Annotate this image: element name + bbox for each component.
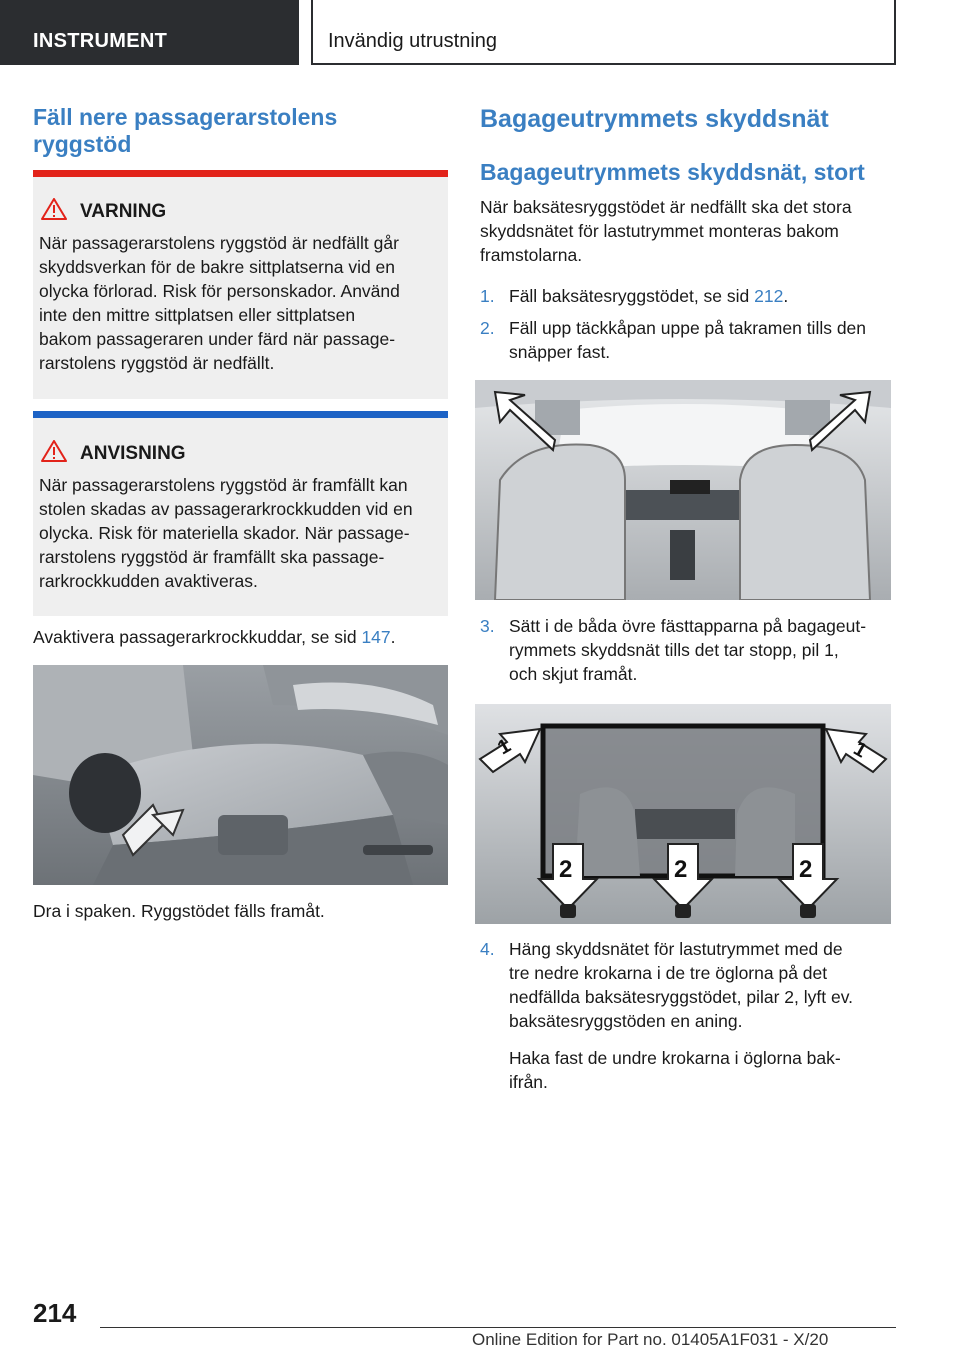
seat-lever-image	[33, 665, 448, 885]
left-heading: Fäll nere passagerarstolens ryggstöd	[33, 104, 338, 157]
header-section-label: INSTRUMENT	[33, 30, 168, 52]
roof-frame-image	[475, 380, 891, 600]
arrow-label-bottom-left: 2	[559, 856, 573, 883]
header-section-tab	[0, 0, 299, 65]
footer-edition: Online Edition for Part no. 01405A1F031 - X/20	[472, 1330, 829, 1349]
seat-caption: Dra i spaken. Ryggstödet fälls framåt.	[33, 901, 325, 921]
header-chapter-tab	[311, 0, 896, 65]
notice-triangle-icon	[41, 440, 67, 468]
warning-text: När passagerarstolens ryggstöd är nedfällt går skyddsverkan för de bakre sittplatserna vid en olycka förlorad. Risk för personskador. Använd inte den mittre sittplatsen eller sittplatsen bakom passageraren under färd när passage- rarstolens ryggstöd är nedfällt.	[39, 233, 400, 373]
right-subheading: Bagageutrymmets skyddsnät, stort	[480, 159, 865, 185]
warning-title: VARNING	[80, 201, 167, 222]
arrow-label-top-left: 1	[494, 734, 515, 760]
warning-box	[33, 170, 448, 399]
notice-title: ANVISNING	[80, 443, 186, 464]
arrow-label-bottom-right: 2	[799, 856, 813, 883]
right-intro: När baksätesryggstödet är nedfällt ska det stora skyddsnätet för lastutrymmet monteras bakom framstolarna.	[480, 197, 852, 265]
arrow-label-top-right: 1	[849, 737, 871, 763]
page-link-147[interactable]: 147	[361, 627, 391, 647]
safety-net-image	[475, 704, 891, 924]
deactivate-text: Avaktivera passagerarkrockkuddar, se sid 147.	[33, 627, 396, 647]
page-number: 214	[33, 1298, 77, 1328]
arrow-label-bottom-mid: 2	[674, 856, 688, 883]
page-link-212[interactable]: 212	[754, 286, 784, 306]
warning-triangle-icon	[41, 198, 67, 226]
right-heading: Bagageutrymmets skyddsnät	[480, 105, 829, 133]
notice-text: När passagerarstolens ryggstöd är framfällt kan stolen skadas av passagerarkrockkudden vid en olycka. Risk för materiella skador. När passage- rarstolens ryggstöd är framfällt ska passage- rarkrockkudden avaktiveras.	[39, 475, 413, 591]
notice-box	[33, 411, 448, 616]
footer-divider	[100, 1327, 896, 1328]
header-chapter-label: Invändig utrustning	[328, 30, 498, 52]
warning-bar	[33, 170, 448, 177]
notice-bar	[33, 411, 448, 418]
